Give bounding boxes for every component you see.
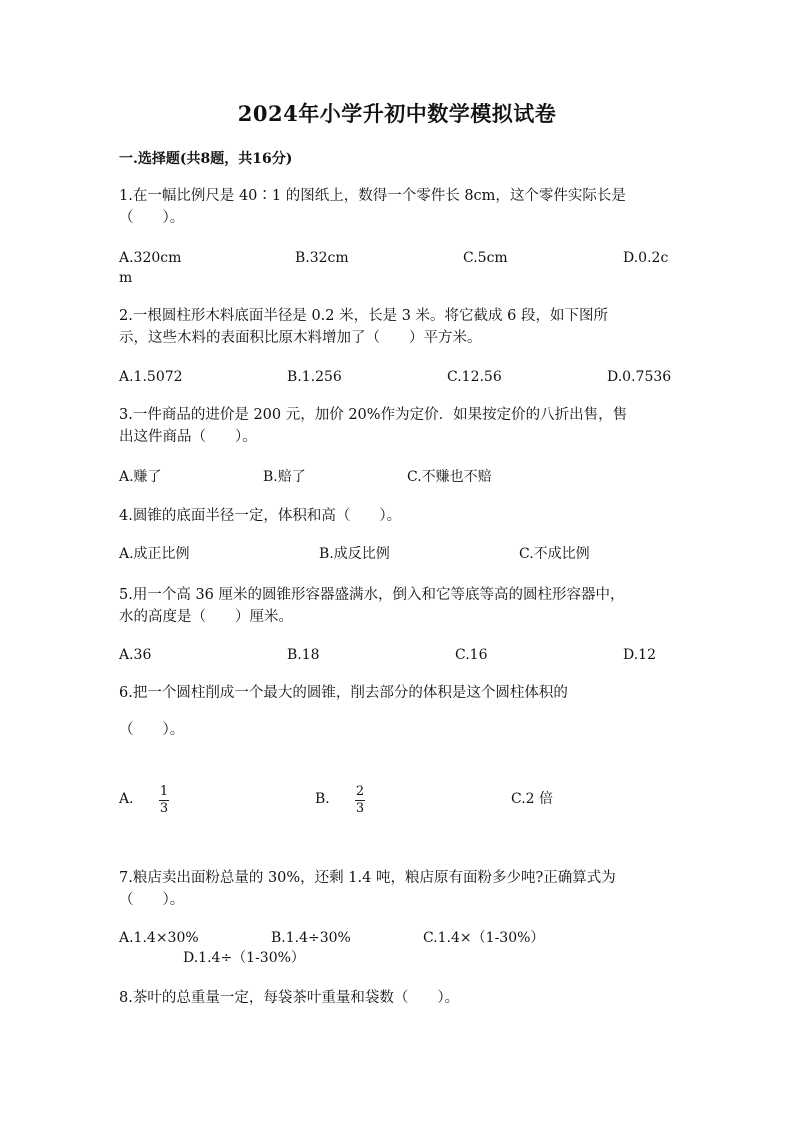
q6-option-a[interactable]: A. [119, 791, 134, 807]
q1-option-d-wrap: m [119, 270, 133, 286]
q3-option-b[interactable]: B.赔了 [263, 469, 306, 485]
q1-option-d[interactable]: D.0.2c [623, 250, 669, 266]
q6-option-a-numerator: 1 [159, 784, 169, 799]
question-5 [119, 584, 679, 628]
q6-option-b-fraction [355, 785, 365, 816]
q4-option-b[interactable]: B.成反比例 [319, 546, 390, 562]
q4-option-c[interactable]: C.不成比例 [519, 546, 590, 562]
question-8-line-1: 8.茶叶的总重量一定，每袋茶叶重量和袋数（ ）。 [119, 990, 460, 1006]
q6-option-b-denominator: 3 [355, 801, 365, 816]
exam-title: 2024年小学升初中数学模拟试卷 [237, 101, 557, 126]
q2-option-b[interactable]: B.1.256 [287, 369, 342, 385]
question-3-line-1: 3.一件商品的进价是 200 元，加价 20%作为定价．如果按定价的八折出售，售 [119, 407, 628, 423]
q4-option-a[interactable]: A.成正比例 [119, 546, 190, 562]
question-6-line-2: （ ）。 [119, 722, 185, 738]
q2-option-c[interactable]: C.12.56 [447, 369, 502, 385]
q2-option-a[interactable]: A.1.5072 [119, 369, 183, 385]
q3-option-c[interactable]: C.不赚也不赔 [407, 469, 492, 485]
q6-option-b[interactable]: B. [315, 791, 330, 807]
question-5-line-2: 水的高度是（ ）厘米。 [119, 609, 293, 625]
section-heading: 一.选择题(共8题，共16分) [119, 151, 293, 167]
question-2-line-1: 2.一根圆柱形木料底面半径是 0.2 米，长是 3 米。将它截成 6 段，如下图所 [119, 308, 608, 324]
q5-option-a[interactable]: A.36 [119, 647, 152, 663]
question-5-line-1: 5.用一个高 36 厘米的圆锥形容器盛满水，倒入和它等底等高的圆柱形容器中， [119, 587, 625, 603]
q2-option-d[interactable]: D.0.7536 [607, 369, 672, 385]
question-8 [119, 987, 679, 1009]
q5-option-d[interactable]: D.12 [623, 647, 656, 663]
q7-option-d[interactable]: D.1.4÷（1-30%） [183, 950, 305, 966]
question-3 [119, 404, 679, 448]
question-7-line-2: （ ）。 [119, 892, 185, 908]
question-3-line-2: 出这件商品（ ）。 [119, 429, 257, 445]
q1-option-a[interactable]: A.320cm [119, 250, 182, 266]
question-4 [119, 505, 679, 527]
q7-option-c[interactable]: C.1.4×（1-30%） [423, 930, 545, 946]
question-4-line-1: 4.圆锥的底面半径一定，体积和高（ ）。 [119, 508, 402, 524]
q6-option-a-fraction [159, 785, 169, 816]
question-7 [119, 867, 679, 911]
question-6 [119, 682, 679, 704]
q6-option-a-denominator: 3 [159, 801, 169, 816]
question-1 [119, 185, 679, 229]
question-6-line-1: 6.把一个圆柱削成一个最大的圆锥，削去部分的体积是这个圆柱体积的 [119, 685, 568, 701]
q7-option-b[interactable]: B.1.4÷30% [271, 930, 351, 946]
question-2 [119, 305, 679, 349]
q1-option-b[interactable]: B.32cm [295, 250, 349, 266]
question-1-line-2: （ ）。 [119, 210, 185, 226]
q1-option-c[interactable]: C.5cm [463, 250, 508, 266]
question-1-line-1: 1.在一幅比例尺是 40∶1 的图纸上，数得一个零件长 8cm，这个零件实际长是 [119, 188, 626, 204]
q3-option-a[interactable]: A.赚了 [119, 469, 162, 485]
q5-option-c[interactable]: C.16 [455, 647, 488, 663]
q5-option-b[interactable]: B.18 [287, 647, 320, 663]
question-2-line-2: 示，这些木料的表面积比原木料增加了（ ）平方米。 [119, 330, 482, 346]
q6-option-b-numerator: 2 [355, 784, 365, 799]
q7-option-a[interactable]: A.1.4×30% [119, 930, 199, 946]
q6-option-c[interactable]: C.2 倍 [511, 791, 554, 807]
question-7-line-1: 7.粮店卖出面粉总量的 30%，还剩 1.4 吨，粮店原有面粉多少吨?正确算式为 [119, 870, 616, 886]
